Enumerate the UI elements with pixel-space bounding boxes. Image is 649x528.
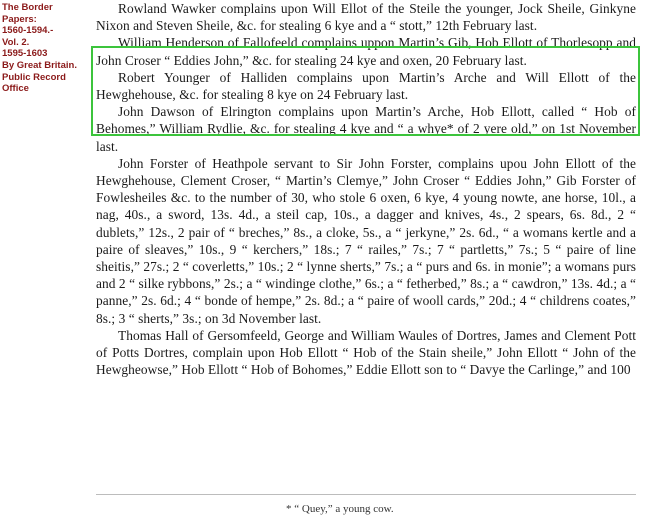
complaint-paragraph: Thomas Hall of Gersomfeeld, George and William Waules of Dortres, James and Clement Pott of Potts Dortres, complain upon Hob Ellott “ Hob of the Stain sheile,” John Ellott “ John of the Hewgheowse,” Hob Ellott “ Hob of Bohomes,” Eddie Ellott son to “ Davye the Carlinge,” and 100 bbox=[96, 327, 636, 378]
complaint-paragraph: Rowland Wawker complains upon Will Ellot of the Steile the younger, Jock Sheile, Ginkyne Nixon and Steven Sheile, &c. for stealing 6 kye and a “ stott,” 12th February last. bbox=[96, 1, 636, 34]
citation-line: Vol. 2. bbox=[2, 36, 30, 48]
complaint-paragraph: John Forster of Heathpole servant to Sir John Forster, complains upou John Ellott of the Hewghehouse, Clement Croser, “ Martin’s Clemye,” John Croser “ Eddies John,” Gib Forster of Fowlesheiles &c. to the number of 30, who stole 6 oxen, 6 kye, 4 young nowte, ane horse, 10l., a nag, 40s., a sword, 13s. 4d., a steil cap, 10s., a dagger and knives, 4s., 2 spears, 6s. 8d., 2 “ dublets,” 12s., 2 pair of “ breches,” 8s., a cloke, 5s., a “ jerkyne,” 2s. 6d., “ a womans kertle and a paire of sleaves,” 10s., 9 “ kerchers,” 18s.; 7 “ railes,” 7s.; 7 “ partletts,” 7s.; 5 “ paire of line sheitis,” 27s.; 2 “ coverletts,” 10s.; 2 “ lynne sherts,” 7s.; a “ purs and 6s. in monie”; a womans purs and 2 “ silke rybbons,” 2s.; a “ windinge clothe,” 6s.; a “ fetherbed,” 8s.; a “ cawdron,” 13s. 4d.; a “ panne,” 2s. 6d.; 4 “ bonde of hempe,” 2s. 8d.; a “ paire of wooll cards,” 20d.; 4 “ childrens coates,” 8s.; 3 “ sherts,” 3s.; on 3d November last. bbox=[96, 155, 636, 326]
citation-line: By Great Britain. bbox=[2, 59, 77, 71]
document-page bbox=[96, 0, 636, 378]
source-citation bbox=[2, 2, 88, 95]
footnote-divider bbox=[96, 494, 636, 495]
citation-line: 1560-1594.- bbox=[2, 25, 54, 37]
citation-line: Office bbox=[2, 83, 29, 95]
citation-line: 1595-1603 bbox=[2, 48, 48, 60]
citation-line: Papers: bbox=[2, 13, 37, 25]
citation-line: Public Record bbox=[2, 71, 66, 83]
footnote: * “ Quey,” a young cow. bbox=[286, 503, 394, 515]
complaint-paragraph: William Henderson of Fallofeeld complains uppon Martin’s Gib, Hob Ellott of Thorlesopp and John Croser “ Eddies John,” &c. for stealing 24 kye and oxen, 20 February last. bbox=[96, 35, 636, 68]
complaint-paragraph: John Dawson of Elrington complains upon Martin’s Arche, Hob Ellott, called “ Hob of Behomes,” William Rydlie, &c. for stealing 4 kye and “ a whye* of 2 yere old,” on 1st November last. bbox=[96, 104, 636, 154]
citation-line: The Border bbox=[2, 2, 53, 13]
complaint-paragraph: Robert Younger of Halliden complains upon Martin’s Arche and Will Ellott of the Hewghehouse, &c. for stealing 8 kye on 24 February last. bbox=[96, 69, 636, 103]
